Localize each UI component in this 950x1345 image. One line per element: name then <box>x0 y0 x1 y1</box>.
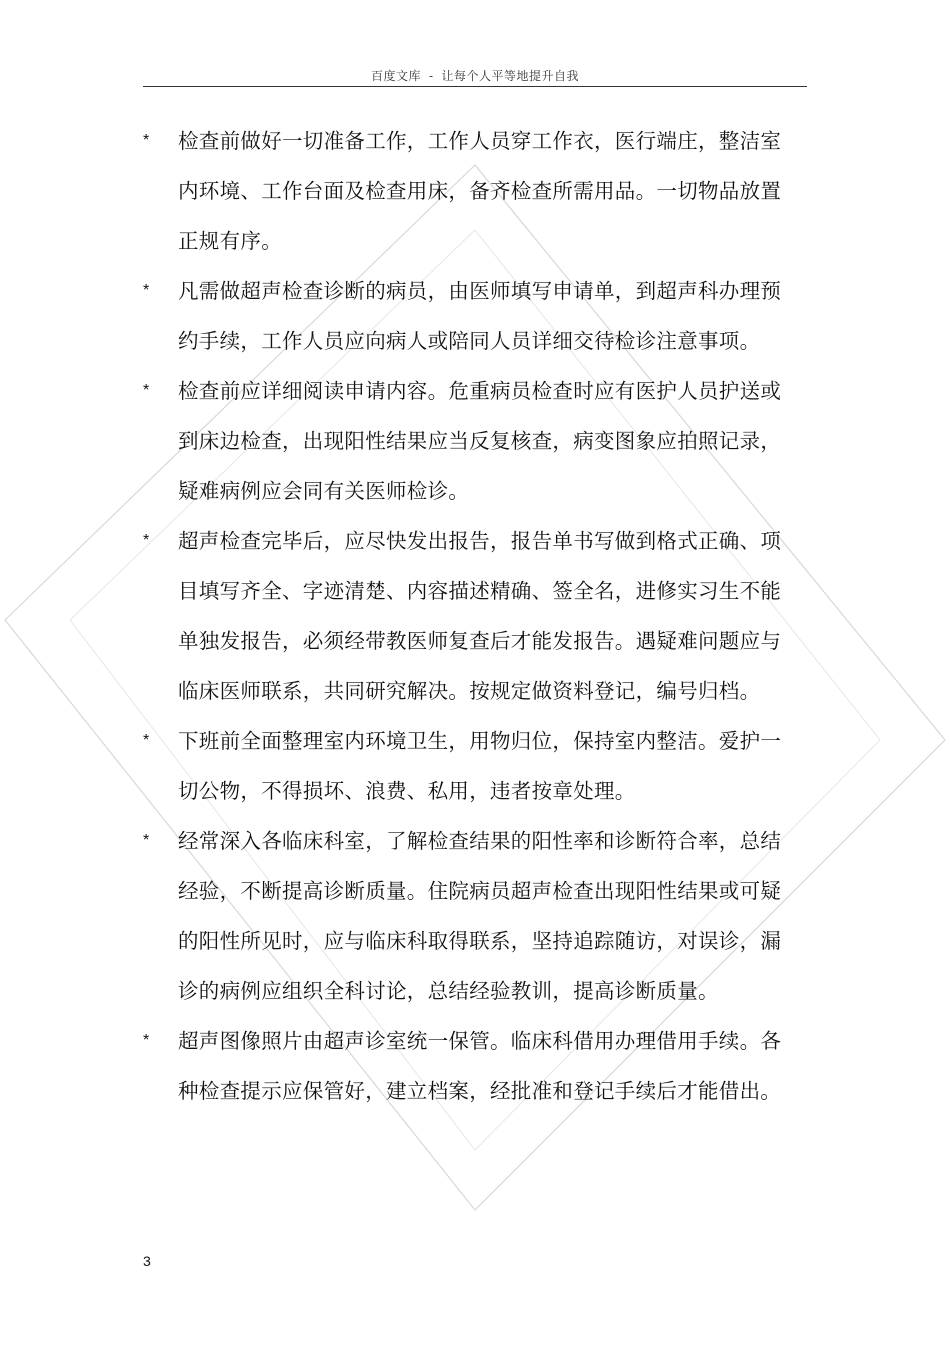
page-header <box>0 67 950 84</box>
header-site-name: 百度文库 <box>370 69 421 83</box>
list-item-text: 经常深入各临床科室，了解检查结果的阳性率和诊断符合率，总结经验，不断提高诊断质量。住院病员超声检查出现阳性结果或可疑的阳性所见时，应与临床科取得联系，坚持追踪随访，对误诊，漏诊的病例应组织全科讨论，总结经验教训，提高诊断质量。 <box>178 829 782 1003</box>
list-item <box>143 266 783 366</box>
header-divider <box>143 86 807 87</box>
bullet-marker: * <box>143 1032 150 1049</box>
list-item <box>143 1016 783 1116</box>
bullet-marker: * <box>143 532 150 549</box>
list-item-text: 下班前全面整理室内环境卫生，用物归位，保持室内整洁。爱护一切公物，不得损坏、浪费、私用，违者按章处理。 <box>178 729 782 803</box>
list-item-text: 检查前应详细阅读申请内容。危重病员检查时应有医护人员护送或到床边检查，出现阳性结果应当反复核查，病变图象应拍照记录，疑难病例应会同有关医师检诊。 <box>178 379 782 503</box>
list-item-text: 检查前做好一切准备工作，工作人员穿工作衣，医行端庄，整洁室内环境、工作台面及检查用床，备齐检查所需用品。一切物品放置正规有序。 <box>178 129 782 253</box>
list-item <box>143 716 783 816</box>
header-slogan: 让每个人平等地提升自我 <box>441 69 580 83</box>
list-item-text: 超声检查完毕后，应尽快发出报告，报告单书写做到格式正确、项目填写齐全、字迹清楚、内容描述精确、签全名，进修实习生不能单独发报告，必须经带教医师复查后才能发报告。遇疑难问题应与临床医师联系，共同研究解决。按规定做资料登记，编号归档。 <box>178 529 782 703</box>
bullet-marker: * <box>143 132 150 149</box>
page-number: 3 <box>143 1253 151 1269</box>
list-item-text: 超声图像照片由超声诊室统一保管。临床科借用办理借用手续。各种检查提示应保管好，建立档案，经批准和登记手续后才能借出。 <box>178 1029 782 1103</box>
bullet-marker: * <box>143 382 150 399</box>
header-separator: - <box>428 69 434 83</box>
list-item <box>143 816 783 1016</box>
bullet-marker: * <box>143 282 150 299</box>
bullet-marker: * <box>143 832 150 849</box>
list-item <box>143 366 783 516</box>
bullet-marker: * <box>143 732 150 749</box>
list-item <box>143 516 783 716</box>
list-item-text: 凡需做超声检查诊断的病员，由医师填写申请单，到超声科办理预约手续，工作人员应向病人或陪同人员详细交待检诊注意事项。 <box>178 279 782 353</box>
list-item <box>143 116 783 266</box>
rules-list <box>143 116 783 1116</box>
